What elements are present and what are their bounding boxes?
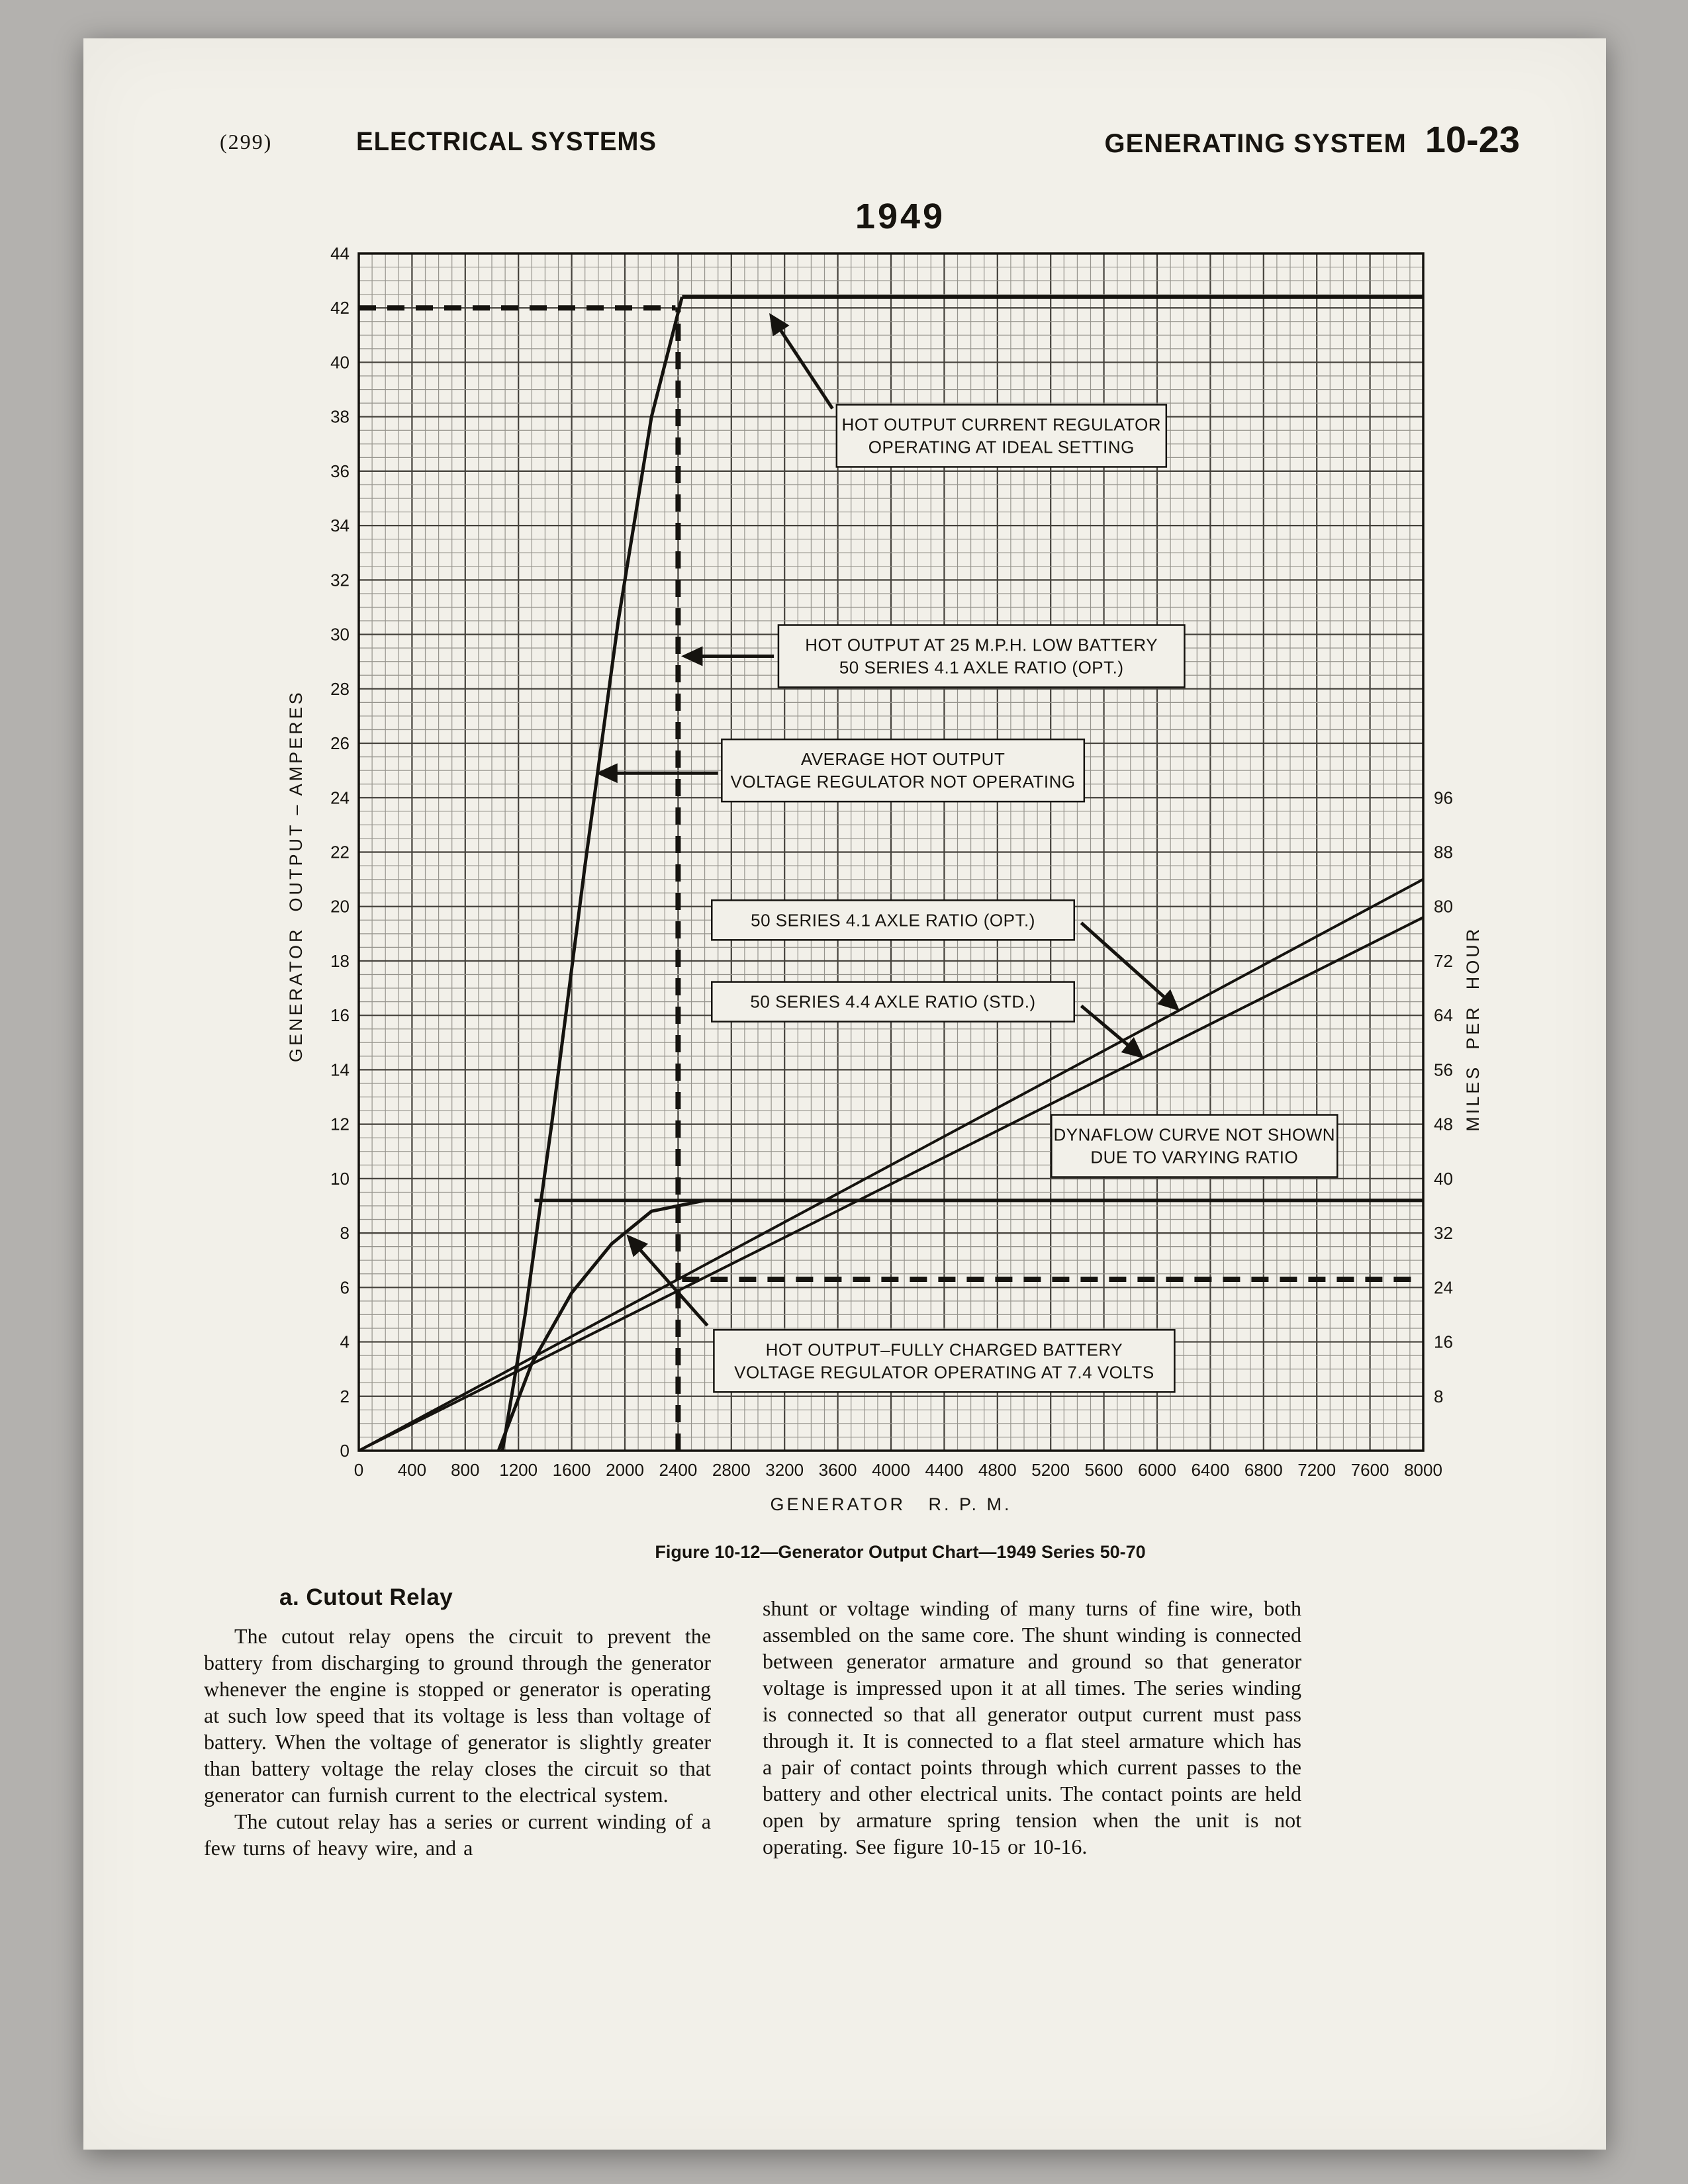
svg-text:6: 6 — [340, 1277, 350, 1298]
svg-text:88: 88 — [1434, 842, 1453, 862]
text-column-left — [204, 1623, 711, 1861]
svg-text:28: 28 — [330, 678, 350, 699]
svg-text:2800: 2800 — [712, 1460, 751, 1480]
series-average-hot-output-curve — [502, 297, 682, 1451]
svg-text:VOLTAGE REGULATOR NOT OPERATIN: VOLTAGE REGULATOR NOT OPERATING — [730, 772, 1076, 792]
svg-text:40: 40 — [1434, 1168, 1453, 1189]
svg-text:OPERATING AT IDEAL SETTING: OPERATING AT IDEAL SETTING — [868, 437, 1135, 457]
svg-text:HOT OUTPUT–FULLY CHARGED BATTE: HOT OUTPUT–FULLY CHARGED BATTERY — [765, 1340, 1123, 1360]
svg-text:1200: 1200 — [499, 1460, 538, 1480]
svg-text:HOT OUTPUT AT 25 M.P.H. LOW BA: HOT OUTPUT AT 25 M.P.H. LOW BATTERY — [805, 635, 1158, 655]
annotation-axle-4-1 — [712, 900, 1074, 940]
y-axis-title-left: GENERATOR OUTPUT – AMPERES — [286, 690, 306, 1062]
svg-text:7200: 7200 — [1297, 1460, 1336, 1480]
x-axis-title: GENERATOR R. P. M. — [770, 1494, 1012, 1514]
svg-text:8000: 8000 — [1404, 1460, 1442, 1480]
svg-text:56: 56 — [1434, 1060, 1453, 1080]
svg-text:10: 10 — [330, 1168, 350, 1189]
svg-text:0: 0 — [340, 1441, 350, 1461]
header-section-right: GENERATING SYSTEM — [1104, 129, 1407, 158]
annotation-average-hot-output — [722, 739, 1084, 801]
series-hot-output-fully-charged-curve — [498, 1201, 1423, 1451]
svg-text:DYNAFLOW CURVE NOT SHOWN: DYNAFLOW CURVE NOT SHOWN — [1053, 1124, 1336, 1145]
annotation-axle-4-4 — [712, 982, 1074, 1022]
annotation-low-battery-25mph — [778, 625, 1185, 687]
svg-text:96: 96 — [1434, 788, 1453, 808]
svg-text:64: 64 — [1434, 1005, 1453, 1026]
paragraph: The cutout relay has a series or current winding of a few turns of heavy wire, and a — [204, 1809, 711, 1860]
svg-text:400: 400 — [397, 1460, 427, 1480]
svg-text:32: 32 — [1434, 1223, 1453, 1244]
svg-text:7600: 7600 — [1350, 1460, 1389, 1480]
svg-text:6000: 6000 — [1138, 1460, 1176, 1480]
svg-text:4400: 4400 — [925, 1460, 964, 1480]
svg-text:40: 40 — [330, 352, 350, 373]
svg-text:5200: 5200 — [1031, 1460, 1070, 1480]
annotation-arrow-axle-4-1 — [1081, 923, 1177, 1009]
svg-text:50 SERIES 4.1 AXLE RATIO (OPT.: 50 SERIES 4.1 AXLE RATIO (OPT.) — [751, 910, 1035, 931]
svg-text:2: 2 — [340, 1386, 350, 1406]
header-section-left: ELECTRICAL SYSTEMS — [356, 127, 657, 156]
svg-text:2400: 2400 — [659, 1460, 698, 1480]
svg-text:0: 0 — [353, 1460, 364, 1480]
svg-text:HOT OUTPUT CURRENT REGULATOR: HOT OUTPUT CURRENT REGULATOR — [841, 414, 1162, 435]
svg-text:42: 42 — [330, 298, 350, 318]
svg-text:16: 16 — [330, 1005, 350, 1026]
header-right — [1104, 118, 1520, 161]
svg-text:4000: 4000 — [872, 1460, 910, 1480]
svg-text:24: 24 — [1434, 1277, 1453, 1298]
svg-text:1600: 1600 — [552, 1460, 591, 1480]
svg-text:30: 30 — [330, 624, 350, 645]
svg-text:4: 4 — [340, 1332, 350, 1352]
svg-text:5600: 5600 — [1084, 1460, 1123, 1480]
page-number: (299) — [220, 130, 273, 154]
svg-text:72: 72 — [1434, 950, 1453, 971]
paragraph: The cutout relay opens the circuit to prevent the battery from discharging to ground through the generator whenever the engine is stopped or generator is operating at such low speed that its voltage is less than voltage of battery. When the voltage of generator is slightly greater than battery voltage the relay closes the circuit so that generator can furnish current to the electrical system. — [204, 1624, 711, 1807]
manual-page — [83, 38, 1606, 2150]
svg-text:2000: 2000 — [606, 1460, 644, 1480]
svg-text:24: 24 — [330, 788, 350, 808]
svg-text:4800: 4800 — [978, 1460, 1017, 1480]
svg-text:50 SERIES 4.1 AXLE RATIO (OPT.: 50 SERIES 4.1 AXLE RATIO (OPT.) — [839, 657, 1124, 678]
text-column-right — [763, 1595, 1301, 1860]
svg-text:DUE TO VARYING RATIO: DUE TO VARYING RATIO — [1090, 1147, 1299, 1167]
svg-text:26: 26 — [330, 733, 350, 754]
svg-text:36: 36 — [330, 461, 350, 481]
svg-text:VOLTAGE REGULATOR OPERATING AT: VOLTAGE REGULATOR OPERATING AT 7.4 VOLTS — [734, 1362, 1154, 1383]
y-axis-title-right: MILES PER HOUR — [1463, 926, 1483, 1132]
svg-text:14: 14 — [330, 1060, 350, 1080]
svg-text:8: 8 — [340, 1223, 350, 1244]
svg-text:6800: 6800 — [1244, 1460, 1283, 1480]
section-heading: a. Cutout Relay — [279, 1584, 453, 1610]
annotation-current-regulator — [837, 404, 1166, 467]
annotation-fully-charged — [714, 1330, 1174, 1392]
svg-text:38: 38 — [330, 406, 350, 427]
svg-text:3600: 3600 — [818, 1460, 857, 1480]
svg-text:48: 48 — [1434, 1114, 1453, 1134]
chart-title: 1949 — [855, 197, 946, 236]
header-page-ref: 10-23 — [1425, 118, 1520, 160]
paragraph: shunt or voltage winding of many turns of fine wire, both assembled on the same core. The shunt winding is connected between generator armature and ground so that generator voltage is impressed upon it at all times. The series winding is connected so that all generator output current must pass through it. It is connected to a flat steel armature which has a pair of contact points through which current passes to the battery and other electrical units. The contact points are held open by armature spring tension when the unit is not operating. See figure 10-15 or 10-16. — [763, 1596, 1301, 1858]
svg-text:22: 22 — [330, 842, 350, 862]
svg-text:18: 18 — [330, 950, 350, 971]
svg-text:3200: 3200 — [765, 1460, 804, 1480]
svg-text:800: 800 — [451, 1460, 480, 1480]
svg-text:16: 16 — [1434, 1332, 1453, 1352]
svg-text:6400: 6400 — [1191, 1460, 1230, 1480]
svg-text:34: 34 — [330, 516, 350, 536]
svg-text:32: 32 — [330, 570, 350, 590]
generator-output-chart — [278, 232, 1523, 1549]
svg-text:8: 8 — [1434, 1386, 1444, 1406]
figure-caption: Figure 10-12—Generator Output Chart—1949 Series 50-70 — [655, 1542, 1146, 1562]
svg-text:AVERAGE HOT OUTPUT: AVERAGE HOT OUTPUT — [800, 749, 1006, 770]
svg-text:50 SERIES 4.4 AXLE RATIO (STD.: 50 SERIES 4.4 AXLE RATIO (STD.) — [750, 991, 1036, 1012]
annotation-dynaflow — [1051, 1115, 1337, 1177]
svg-text:80: 80 — [1434, 896, 1453, 917]
svg-text:12: 12 — [330, 1114, 350, 1134]
svg-text:44: 44 — [330, 244, 350, 263]
svg-text:20: 20 — [330, 896, 350, 917]
